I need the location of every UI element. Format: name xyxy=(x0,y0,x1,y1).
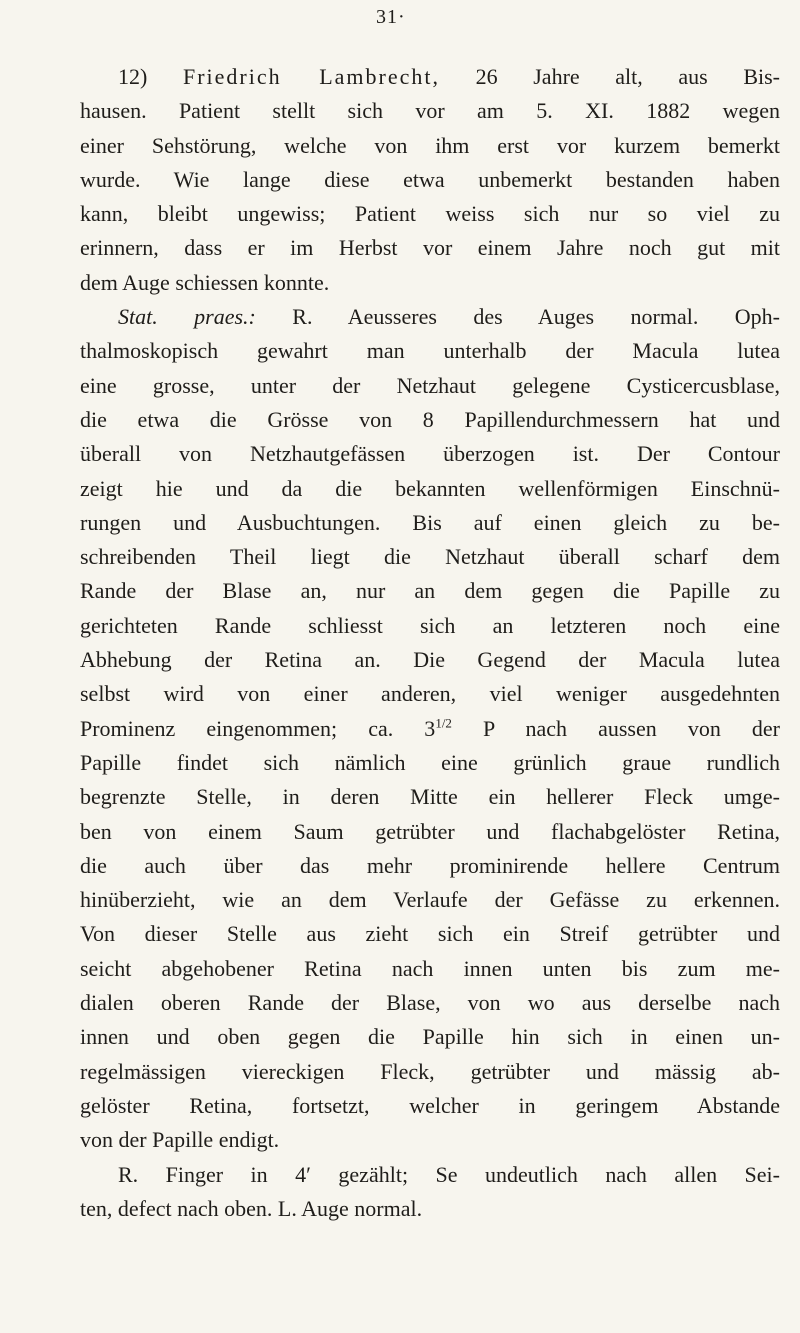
text-line: eine grosse, unter der Netzhaut gelegene Cysticercusblase, xyxy=(80,372,780,398)
text-line: Rande der Blase an, nur an dem gegen die Papille zu xyxy=(80,578,780,604)
text-line: dem Auge schiessen konnte. xyxy=(80,269,330,295)
text-fragment: R. Aeusseres des Auges normal. Oph- xyxy=(255,304,780,330)
text-line: selbst wird von einer anderen, viel weniger ausgedehnten xyxy=(80,681,780,707)
text-line: hinüberzieht, wie an dem Verlaufe der Gefässe zu erkennen. xyxy=(80,887,780,913)
text-line: thalmoskopisch gewahrt man unterhalb der Macula lutea xyxy=(80,338,780,364)
text-line: wurde. Wie lange diese etwa unbemerkt bestanden haben xyxy=(80,166,780,192)
text-line: hausen. Patient stellt sich vor am 5. XI. 1882 wegen xyxy=(80,98,780,124)
text-line: einer Sehstörung, welche von ihm erst vor kurzem bemerkt xyxy=(80,132,780,158)
text-line: Abhebung der Retina an. Die Gegend der Macula lutea xyxy=(80,647,780,673)
text-line: kann, bleibt ungewiss; Patient weiss sich nur so viel zu xyxy=(80,201,780,227)
text-line: innen und oben gegen die Papille hin sich in einen un- xyxy=(80,1024,780,1050)
body-text xyxy=(80,60,780,1226)
text-line: überall von Netzhautgefässen überzogen ist. Der Contour xyxy=(80,441,780,467)
text-line: schreibenden Theil liegt die Netzhaut überall scharf dem xyxy=(80,544,780,570)
text-line: rungen und Ausbuchtungen. Bis auf einen gleich zu be- xyxy=(80,509,780,535)
text-line: gerichteten Rande schliesst sich an letzteren noch eine xyxy=(80,612,780,638)
text-fragment: P nach aussen von der xyxy=(451,715,780,741)
text-line: die auch über das mehr prominirende hellere Centrum xyxy=(80,852,780,878)
text-line xyxy=(80,60,780,94)
case-number: 12) xyxy=(118,64,148,89)
text-line: die etwa die Grösse von 8 Papillendurchmessern hat und xyxy=(80,406,780,432)
text-line: Von dieser Stelle aus zieht sich ein Streif getrübter und xyxy=(80,921,780,947)
text-line: regelmässigen viereckigen Fleck, getrübter und mässig ab- xyxy=(80,1058,780,1084)
text-line: gelöster Retina, fortsetzt, welcher in geringem Abstande xyxy=(80,1092,780,1118)
page-number: 31· xyxy=(376,6,406,28)
text-line: begrenzte Stelle, in deren Mitte ein hellerer Fleck umge- xyxy=(80,784,780,810)
text-line: seicht abgehobener Retina nach innen unten bis zum me- xyxy=(80,955,780,981)
text-line: von der Papille endigt. xyxy=(80,1127,280,1153)
text-line: erinnern, dass er im Herbst vor einem Jahre noch gut mit xyxy=(80,235,780,261)
fraction: 1/2 xyxy=(435,715,452,731)
text-fragment: 26 Jahre alt, aus Bis- xyxy=(440,64,780,89)
text-line: zeigt hie und da die bekannten wellenförmigen Einschnü- xyxy=(80,475,780,501)
text-line xyxy=(80,712,780,746)
text-line xyxy=(80,300,780,334)
status-praesens-label: Stat. praes.: xyxy=(118,304,256,330)
text-line: ten, defect nach oben. L. Auge normal. xyxy=(80,1195,423,1221)
text-fragment: Prominenz eingenommen; ca. 3 xyxy=(80,715,436,741)
text-line: dialen oberen Rande der Blase, von wo aus derselbe nach xyxy=(80,990,780,1016)
text-line: R. Finger in 4′ gezählt; Se undeutlich nach allen Sei- xyxy=(118,1161,780,1187)
text-line: ben von einem Saum getrübter und flachabgelöster Retina, xyxy=(80,818,780,844)
patient-name: Friedrich Lambrecht, xyxy=(182,64,440,89)
text-line: Papille findet sich nämlich eine grünlich graue rundlich xyxy=(80,749,780,775)
